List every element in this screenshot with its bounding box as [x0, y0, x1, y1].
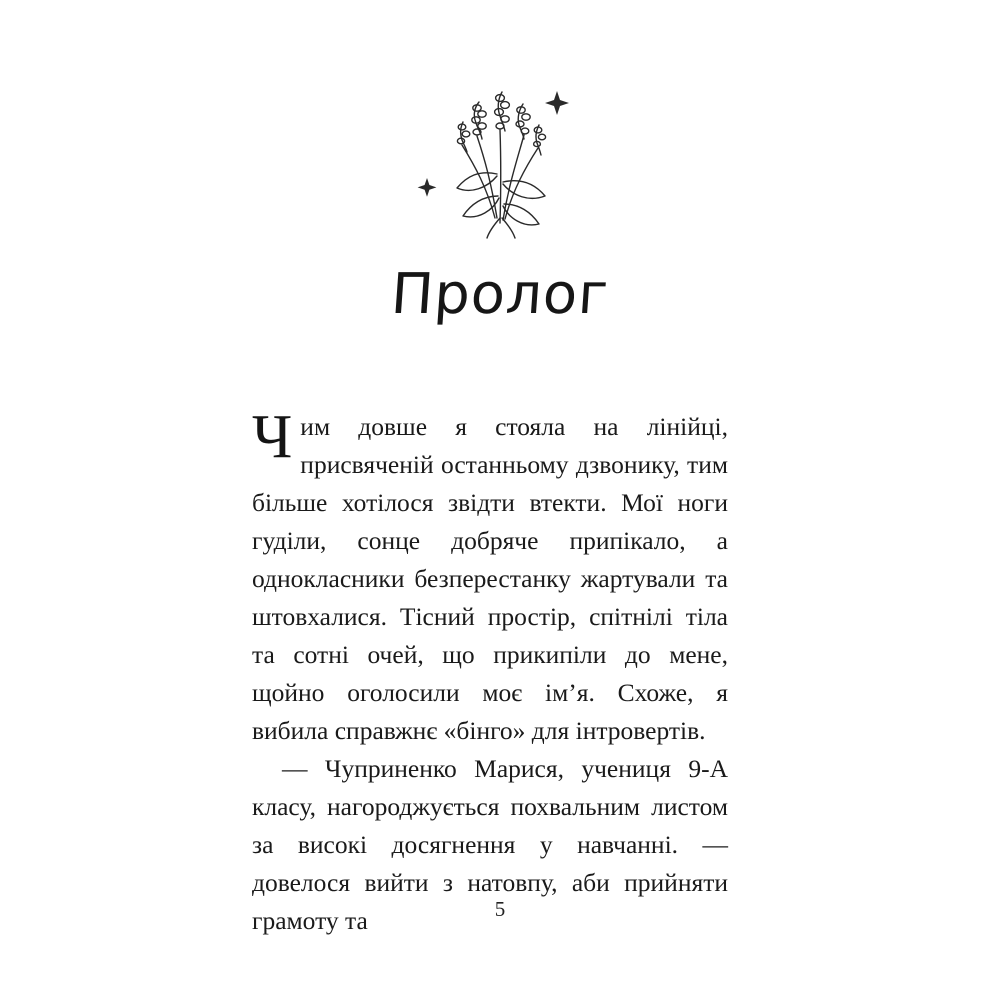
paragraph-text: им довше я стояла на лінійці, присвяченій останньому дзвонику, тим більше хотілося звідти втекти. Мої ноги гуділи, сонце добряче припікало, а однокласники безперестанку жартували та штовхалися. Тісний простір, спітнілі тіла та сотні очей, що прикипіли до мене, щойно оголосили моє ім’я. Схоже, я вибила справжнє «бінго» для інтровертів.: [252, 412, 728, 745]
body-text: [252, 403, 728, 940]
paragraph-second: — Чуприненко Марися, учениця 9-А класу, нагороджується похвальним листом за високі досягнення у навчанні. — довелося вийти з натовпу, аби прийняти грамоту та: [252, 754, 728, 935]
chapter-title: Пролог: [389, 262, 611, 327]
page-number: 5: [494, 897, 506, 921]
lavender-sprig-icon: [0, 78, 1000, 243]
paragraph-first: [252, 403, 728, 750]
drop-cap: Ч: [252, 403, 293, 471]
